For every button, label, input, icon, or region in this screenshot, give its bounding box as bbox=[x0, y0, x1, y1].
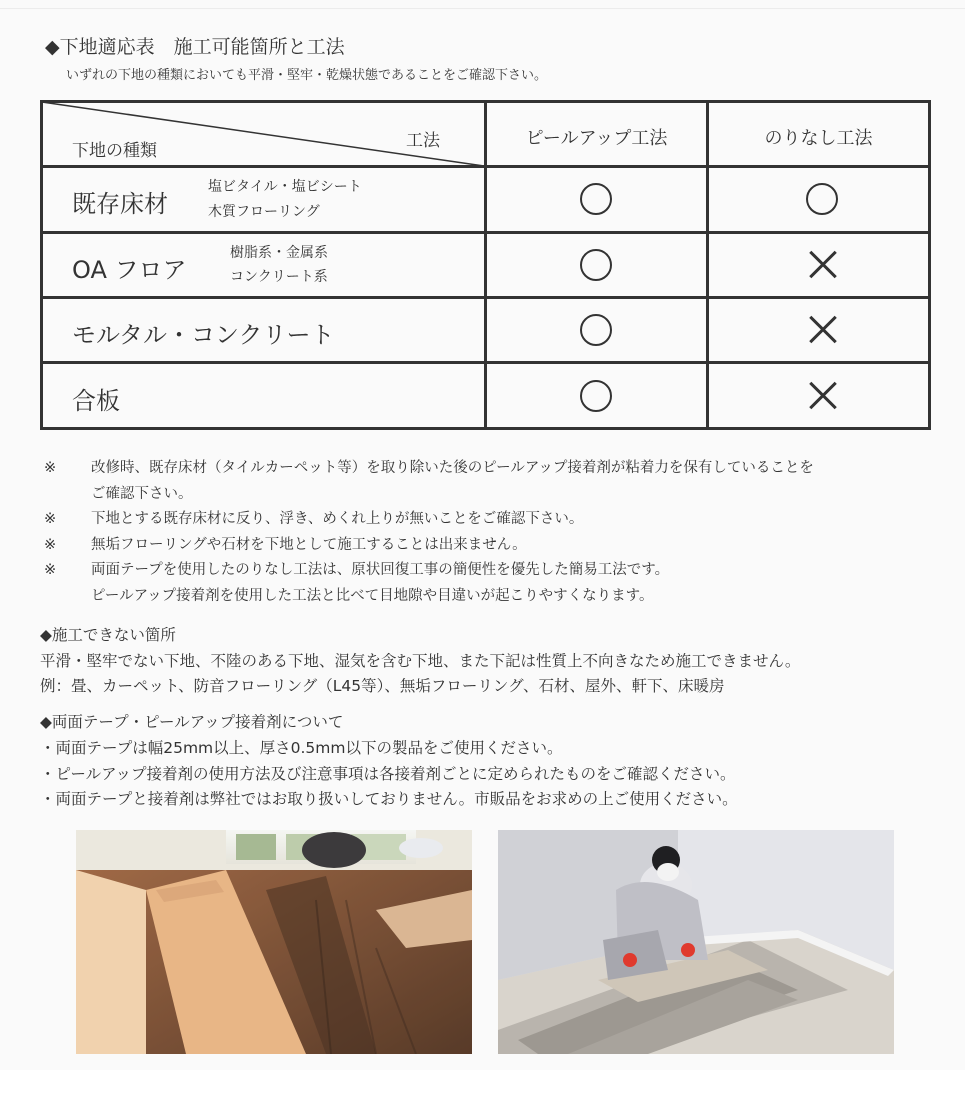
section-line: 例：畳、カーペット、防音フローリング（L45等）、無垢フローリング、石材、屋外、軒下、床暖房 bbox=[40, 677, 725, 695]
note-mark: ※ bbox=[44, 460, 57, 476]
installation-photo-wood-floor bbox=[76, 830, 472, 1054]
row-substrate-detail: コンクリート系 bbox=[230, 269, 328, 285]
row-substrate-name: OA フロア bbox=[72, 256, 187, 284]
note-text: 改修時、既存床材（タイルカーペット等）を取り除いた後のピールアップ接着剤が粘着力を保有していることを bbox=[91, 460, 814, 476]
row-substrate-detail: 塩ビタイル・塩ビシート bbox=[208, 179, 362, 195]
installation-photo-graphic bbox=[498, 830, 894, 1054]
note-mark: ※ bbox=[44, 511, 57, 527]
note-mark: ※ bbox=[44, 536, 57, 553]
note-item bbox=[44, 456, 814, 507]
note-item bbox=[44, 558, 814, 609]
page-heading: ◆下地適応表 施工可能箇所と工法 bbox=[45, 36, 345, 58]
note-item bbox=[44, 533, 814, 559]
installation-photo-worker bbox=[498, 830, 894, 1054]
section-line: ・両面テープは幅25mm以上、厚さ0.5mm以下の製品をご使用ください。 bbox=[40, 739, 563, 757]
section-line: 平滑・堅牢でない下地、不陸のある下地、湿気を含む下地、また下記は性質上不向きなため施工できません。 bbox=[40, 652, 801, 670]
circle-mark-icon bbox=[580, 249, 612, 281]
section-title-unavailable: ◆施工できない箇所 bbox=[40, 626, 176, 644]
top-divider bbox=[0, 8, 965, 9]
column-header-peel-up: ピールアップ工法 bbox=[525, 128, 668, 149]
section-line: ・両面テープと接着剤は弊社ではお取り扱いしておりません。市販品をお求めの上ご使用ください。 bbox=[40, 790, 738, 808]
column-header-no-glue: のりなし工法 bbox=[764, 128, 873, 149]
circle-mark-icon bbox=[806, 183, 838, 215]
row-substrate-name: 既存床材 bbox=[72, 190, 168, 218]
row-substrate-name: 合板 bbox=[72, 387, 120, 415]
circle-mark-icon bbox=[580, 183, 612, 215]
header-method-label: 工法 bbox=[406, 131, 440, 151]
installation-photo-graphic bbox=[76, 830, 472, 1054]
table-border-right bbox=[928, 100, 931, 430]
circle-mark-icon bbox=[580, 380, 612, 412]
header-substrate-label: 下地の種類 bbox=[72, 141, 157, 161]
section-line: ・ピールアップ接着剤の使用方法及び注意事項は各接着剤ごとに定められたものをご確認ください。 bbox=[40, 765, 736, 783]
row-substrate-detail: 木質フローリング bbox=[208, 204, 320, 220]
cross-mark-icon bbox=[808, 315, 838, 345]
note-text: 無垢フローリングや石材を下地として施工することは出来ません。 bbox=[91, 536, 527, 553]
notes-list bbox=[44, 456, 814, 609]
page-subheading: いずれの下地の種類においても平滑・堅牢・乾燥状態であることをご確認下さい。 bbox=[66, 68, 548, 83]
note-text: 下地とする既存床材に反り、浮き、めくれ上りが無いことをご確認下さい。 bbox=[91, 511, 584, 527]
section-title-tape: ◆両面テープ・ピールアップ接着剤について bbox=[40, 713, 344, 731]
row-substrate-detail: 樹脂系・金属系 bbox=[230, 245, 328, 261]
note-text: 両面テープを使用したのりなし工法は、原状回復工事の簡便性を優先した簡易工法です。 bbox=[91, 562, 670, 578]
cross-mark-icon bbox=[808, 250, 838, 280]
row-substrate-name: モルタル・コンクリート bbox=[72, 321, 335, 349]
circle-mark-icon bbox=[580, 314, 612, 346]
note-text: ピールアップ接着剤を使用した工法と比べて目地隙や目違いが起こりやすくなります。 bbox=[91, 587, 654, 604]
note-item bbox=[44, 507, 814, 533]
note-text: ご確認下さい。 bbox=[91, 485, 193, 502]
cross-mark-icon bbox=[808, 381, 838, 411]
note-mark: ※ bbox=[44, 562, 57, 578]
substrate-compatibility-table bbox=[40, 100, 931, 430]
